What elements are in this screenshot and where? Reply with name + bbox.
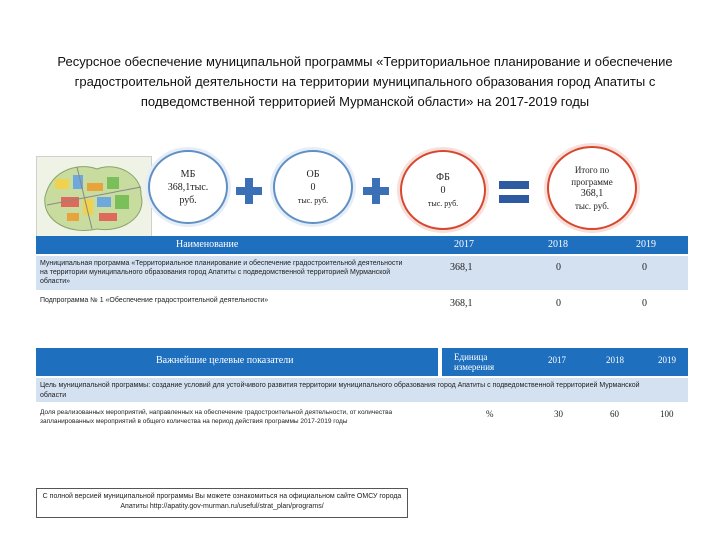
regional-budget-circle — [273, 150, 353, 224]
indicator-value-2019: 100 — [660, 409, 674, 419]
row-value-2019: 0 — [642, 298, 647, 309]
federal-budget-label: ФБ — [436, 171, 450, 183]
federal-budget-unit: тыс. руб. — [427, 198, 459, 208]
local-budget-circle — [148, 150, 228, 224]
indicators-table-header — [36, 348, 438, 376]
row-label: Муниципальная программа «Территориальное планирование и обеспечение градостроительной деятельности на территории муниципального образования город Апатиты с подведомственной территорией Мурманской области» — [40, 260, 403, 285]
row-value-2018: 0 — [556, 298, 561, 309]
row-label: Подпрограмма № 1 «Обеспечение градостроительной деятельности» — [40, 297, 269, 304]
program-goal-text: Цель муниципальной программы: создание условий для устойчивого развития территории муниципального образования город Апатиты с подведомственной территорией Мурманской области — [40, 382, 640, 399]
regional-budget-unit: тыс. руб. — [297, 195, 329, 205]
indicator-unit: % — [486, 409, 494, 419]
indicators-years-header — [442, 348, 688, 376]
header-2018: 2018 — [548, 239, 568, 250]
federal-budget-value: 0 — [440, 184, 446, 196]
row-value-2017: 368,1 — [450, 298, 473, 309]
page-title: Ресурсное обеспечение муниципальной программы «Территориальное планирование и обеспечение градостроительной деятельности на территории муниципального образования город Апатиты с подведомственной территорией Мурманской области» на 2017-2019 годы — [57, 54, 673, 109]
header-name: Наименование — [176, 239, 239, 250]
federal-budget-circle — [400, 150, 486, 230]
regional-budget-label: ОБ — [306, 168, 320, 180]
table-row — [36, 292, 688, 316]
header-indicators: Важнейшие целевые показатели — [156, 355, 294, 366]
funding-table-header — [36, 236, 688, 254]
row-value-2017: 368,1 — [450, 262, 473, 273]
total-unit: тыс. руб. — [574, 201, 610, 211]
table-row — [36, 256, 688, 290]
local-budget-label: МБ — [180, 168, 196, 180]
total-circle — [547, 146, 637, 230]
row-value-2018: 0 — [556, 262, 561, 273]
website-note: С полной версией муниципальной программы Вы можете ознакомиться на официальном сайте ОМСУ города Апатиты http://apatity.gov-murman.ru/useful/strat_plan/programs/ — [36, 488, 408, 518]
program-goal-row — [36, 378, 688, 402]
plus-icon — [361, 176, 391, 206]
indicator-value-2017: 30 — [554, 409, 563, 419]
local-budget-unit: руб. — [179, 194, 197, 206]
indicator-value-2018: 60 — [610, 409, 619, 419]
total-label: Итого по программе — [571, 165, 613, 187]
equals-icon — [498, 180, 530, 204]
header-2017: 2017 — [548, 355, 566, 365]
header-2019: 2019 — [658, 355, 676, 365]
total-value: 368,1 — [580, 188, 604, 199]
header-2017: 2017 — [454, 239, 474, 250]
indicator-row — [36, 406, 688, 442]
header-unit: Единица измерения — [454, 352, 495, 372]
header-2019: 2019 — [636, 239, 656, 250]
city-map-image — [36, 156, 152, 238]
header-2018: 2018 — [606, 355, 624, 365]
indicator-label: Доля реализованных мероприятий, направленных на обеспечение градостроительной деятельности, от количества запланированных мероприятий в общего количества на период действия программы 2017-2019 годы — [40, 409, 393, 425]
regional-budget-value: 0 — [310, 181, 316, 193]
row-value-2019: 0 — [642, 262, 647, 273]
local-budget-value: 368,1тыс. — [167, 181, 209, 193]
plus-icon — [234, 176, 264, 206]
